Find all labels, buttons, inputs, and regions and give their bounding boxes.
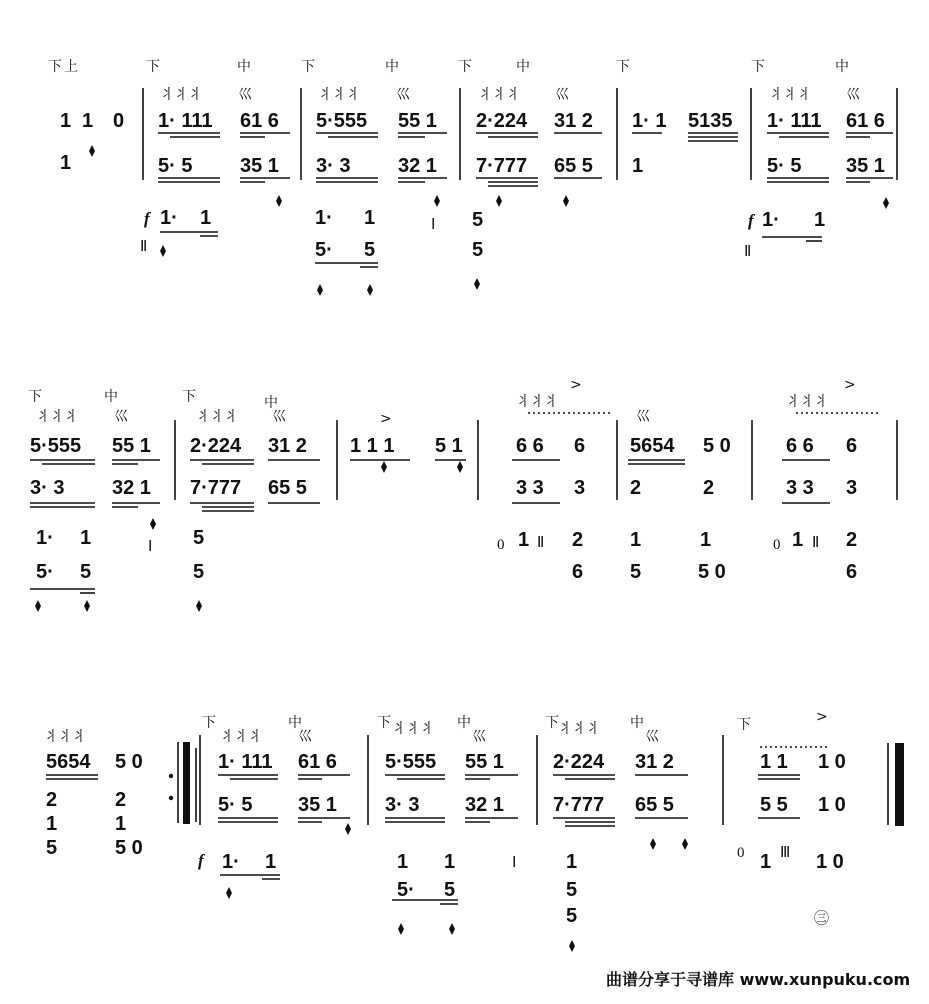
bass-note: 1	[814, 209, 826, 231]
note-group: 1 0	[818, 751, 846, 773]
bass-note: 1	[200, 207, 212, 229]
bass-note: 5	[193, 561, 205, 583]
bass-note: 1	[444, 851, 456, 873]
note-group: 5135	[688, 110, 733, 132]
technique-zhong: 中	[104, 389, 118, 405]
bass-note: 5·	[397, 879, 415, 901]
note-group: 1	[632, 155, 644, 177]
note-group: 61 6	[240, 110, 279, 132]
note-group: 61 6	[298, 751, 337, 773]
note-group: 5 0	[703, 435, 731, 457]
position-mark: Ⅱ	[812, 535, 820, 551]
watermark-footer: 曲谱分享于寻谱库 www.xunpuku.com	[606, 970, 911, 989]
note-group: 6 6	[786, 435, 814, 457]
bass-note: 1·	[36, 527, 54, 549]
note-group: 1· 111	[158, 110, 213, 132]
note-group: 32 1	[398, 155, 437, 177]
technique-zhong: 中	[264, 395, 278, 411]
bass-note: 5·	[36, 561, 54, 583]
bass-note: 1	[364, 207, 376, 229]
note-group: 6	[846, 435, 858, 457]
note-group: 3	[574, 477, 586, 499]
bass-note: 1	[630, 529, 642, 551]
ripple-mark: 巛	[636, 409, 650, 425]
sao-mark: ⺦⺦⺦	[558, 721, 600, 737]
bass-note: 5	[444, 879, 456, 901]
position-mark: Ⅱ	[537, 535, 545, 551]
bass-note: 1	[397, 851, 409, 873]
technique-xia: 下	[182, 389, 196, 405]
note-group: 31 2	[635, 751, 674, 773]
note-group: 61 6	[846, 110, 885, 132]
technique-xia: 下	[202, 715, 216, 731]
accent-mark: >	[844, 377, 856, 393]
bass-note: 5	[46, 837, 58, 859]
ripple-mark: 巛	[238, 87, 252, 103]
note-group: 5·555	[385, 751, 437, 773]
ripple-mark: 巛	[396, 87, 410, 103]
technique-xia: 下	[751, 59, 765, 75]
note-group: 35 1	[846, 155, 885, 177]
ripple-mark: 巛	[555, 87, 569, 103]
bass-note: 5	[566, 905, 578, 927]
bass-note: 2	[572, 529, 584, 551]
note-group: 2	[630, 477, 642, 499]
note-group: 5654	[630, 435, 675, 457]
note-group: 55 1	[398, 110, 437, 132]
note-group: 5 1	[435, 435, 463, 457]
bass-note: 1	[80, 527, 92, 549]
note-group: 5654	[46, 751, 91, 773]
sao-mark: ⺦⺦⺦	[318, 87, 360, 103]
note-group: 65 5	[554, 155, 593, 177]
bass-note: 1	[46, 813, 58, 835]
bass-note: 1·	[762, 209, 780, 231]
bass-note: 5	[364, 239, 376, 261]
bass-note: 5	[193, 527, 205, 549]
bass-note: 5	[566, 879, 578, 901]
technique-xia: 下	[458, 59, 472, 75]
note-group: 5· 5	[767, 155, 802, 177]
note: 0	[113, 110, 125, 132]
technique-zhong: 中	[288, 715, 302, 731]
bass-note: 1·	[160, 207, 178, 229]
bass-note: 1·	[222, 851, 240, 873]
note-group: 6	[574, 435, 586, 457]
accent-mark: >	[380, 411, 392, 427]
note-group: 5·555	[30, 435, 82, 457]
sao-mark: ⺦⺦⺦	[220, 729, 262, 745]
sao-mark: ⺦⺦⺦	[160, 87, 202, 103]
bass-note: 5	[80, 561, 92, 583]
note-group: 35 1	[240, 155, 279, 177]
note-group: 1 0	[818, 794, 846, 816]
note-group: 1 1	[760, 751, 788, 773]
sao-mark: ⺦⺦⺦	[36, 409, 78, 425]
position-mark: Ⅰ	[512, 855, 517, 871]
bass-note: 1	[566, 851, 578, 873]
open-string: 0	[737, 845, 745, 861]
bass-note: 1	[265, 851, 277, 873]
sao-mark: ⺦⺦⺦	[196, 409, 238, 425]
note-group: 3	[846, 477, 858, 499]
note-group: 2·224	[553, 751, 605, 773]
note-group: 32 1	[465, 794, 504, 816]
note-group: 2·224	[476, 110, 528, 132]
note-group: 7·777	[190, 477, 242, 499]
note-group: 6 6	[516, 435, 544, 457]
ripple-mark: 巛	[272, 409, 286, 425]
technique-xia: 下	[377, 715, 391, 731]
bass-note: 6	[846, 561, 858, 583]
sao-mark: ⺦⺦⺦	[392, 721, 434, 737]
ripple-mark: 巛	[114, 409, 128, 425]
note-group: 5 5	[760, 794, 788, 816]
technique-xia: 下	[28, 389, 42, 405]
bass-note: 5	[630, 561, 642, 583]
note-group: 5· 5	[218, 794, 253, 816]
bass-note: 5	[472, 239, 484, 261]
note: 1	[60, 152, 72, 174]
note-group: 32 1	[112, 477, 151, 499]
note-group: 5 0	[115, 751, 143, 773]
note-group: 5·555	[316, 110, 368, 132]
position-mark: Ⅰ	[148, 539, 153, 555]
sao-mark: ⺦⺦⺦	[786, 394, 828, 410]
technique-xia: 下	[146, 59, 160, 75]
sao-mark: ⺦⺦⺦	[516, 394, 558, 410]
bass-note: 1 0	[816, 851, 844, 873]
dynamic-forte: f	[144, 209, 150, 228]
note-group: 1· 111	[218, 751, 273, 773]
technique-zhong: 中	[516, 59, 530, 75]
open-string: 0	[773, 537, 781, 553]
note-group: 31 2	[268, 435, 307, 457]
ripple-mark: 巛	[472, 729, 486, 745]
sao-mark: ⺦⺦⺦	[44, 729, 86, 745]
position-mark: Ⅱ	[140, 239, 148, 255]
note-group: 55 1	[465, 751, 504, 773]
note: 1	[82, 110, 94, 132]
note-group: 65 5	[268, 477, 307, 499]
note-group: 3· 3	[30, 477, 65, 499]
position-mark: Ⅰ	[431, 217, 436, 233]
ripple-mark: 巛	[298, 729, 312, 745]
bass-note: 5 0	[115, 837, 143, 859]
technique-xia: 下	[545, 715, 559, 731]
note-group: 3· 3	[385, 794, 420, 816]
note-group: 1· 111	[767, 110, 822, 132]
accent-mark: >	[816, 709, 828, 725]
note-group: 2·224	[190, 435, 242, 457]
technique-shang: 上	[64, 59, 78, 75]
technique-zhong: 中	[385, 59, 399, 75]
bass-note: 5 0	[698, 561, 726, 583]
position-mark: Ⅲ	[780, 845, 791, 861]
bass-note: 1	[115, 813, 127, 835]
note-group: 7·777	[476, 155, 528, 177]
bass-note: 1	[760, 851, 772, 873]
technique-zhong: 中	[630, 715, 644, 731]
note-group: 55 1	[112, 435, 151, 457]
note-group: 2	[115, 789, 127, 811]
technique-xia: 下	[48, 59, 62, 75]
note-group: 35 1	[298, 794, 337, 816]
technique-zhong: 中	[835, 59, 849, 75]
bass-note: 6	[572, 561, 584, 583]
technique-xia: 下	[616, 59, 630, 75]
sao-mark: ⺦⺦⺦	[769, 87, 811, 103]
note-group: 1 1 1	[350, 435, 395, 457]
open-string: 0	[497, 537, 505, 553]
accent-mark: >	[570, 377, 582, 393]
note-group: 3· 3	[316, 155, 351, 177]
note-group: 1· 1	[632, 110, 667, 132]
bass-note: 2	[846, 529, 858, 551]
technique-zhong: 中	[237, 59, 251, 75]
bass-note: 1	[792, 529, 804, 551]
note: 1	[60, 110, 72, 132]
position-mark: Ⅱ	[744, 244, 752, 260]
note-group: 3 3	[516, 477, 544, 499]
ripple-mark: 巛	[846, 87, 860, 103]
note-group: 5· 5	[158, 155, 193, 177]
dynamic-forte: f	[198, 851, 204, 870]
bass-note: 5	[472, 209, 484, 231]
string-number: ㊂	[814, 911, 830, 927]
note-group: 2	[703, 477, 715, 499]
note-group: 31 2	[554, 110, 593, 132]
bass-note: 5·	[315, 239, 333, 261]
note-group: 2	[46, 789, 58, 811]
ripple-mark: 巛	[645, 729, 659, 745]
bass-note: 1·	[315, 207, 333, 229]
note-group: 65 5	[635, 794, 674, 816]
technique-xia: 下	[737, 717, 751, 733]
bass-note: 1	[700, 529, 712, 551]
sao-mark: ⺦⺦⺦	[478, 87, 520, 103]
dynamic-forte: f	[748, 211, 754, 230]
note-group: 7·777	[553, 794, 605, 816]
technique-xia: 下	[301, 59, 315, 75]
note-group: 3 3	[786, 477, 814, 499]
bass-note: 1	[518, 529, 530, 551]
technique-zhong: 中	[457, 715, 471, 731]
